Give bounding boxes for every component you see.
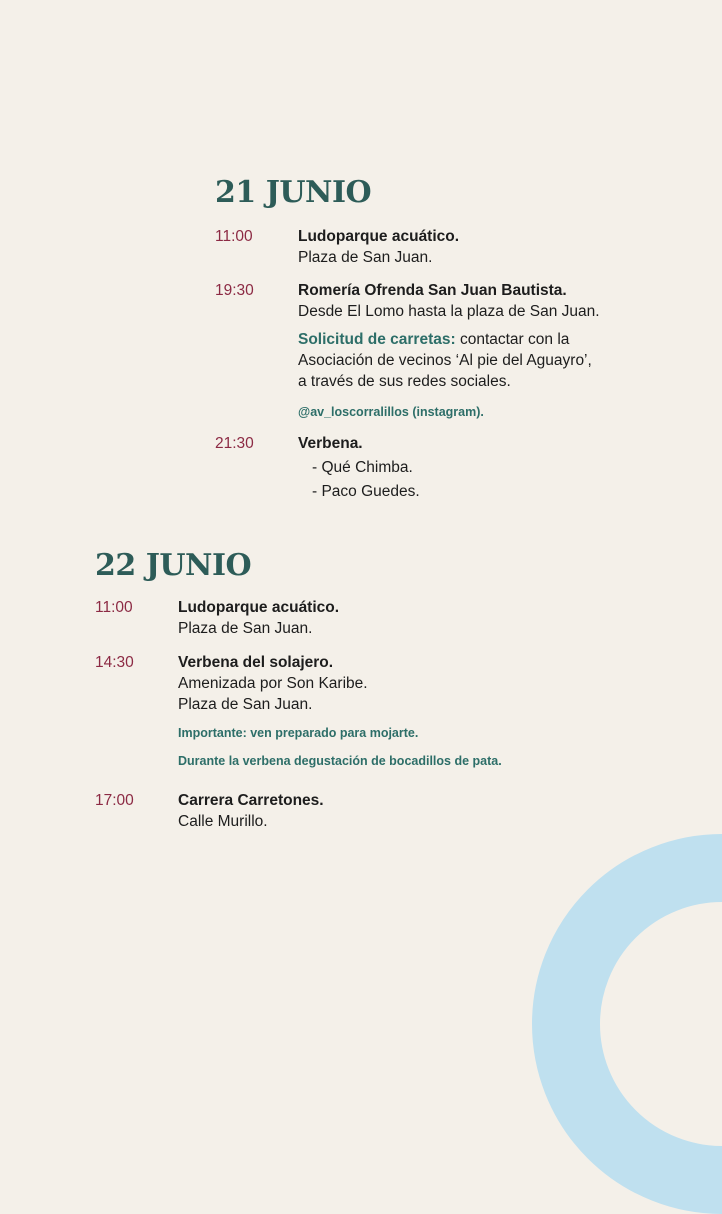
event-title: Romería Ofrenda San Juan Bautista.	[298, 282, 567, 299]
carretas-text-2: Asociación de vecinos ‘Al pie del Aguayro’,	[298, 352, 592, 369]
event-time: 21:30	[215, 435, 254, 452]
event-title: Ludoparque acuático.	[298, 228, 460, 245]
event-detail: Amenizada por Son Karibe.	[178, 675, 368, 692]
carretas-request	[298, 329, 628, 350]
event-location: Calle Murillo.	[178, 813, 268, 830]
day-title-22: 22 JUNIO	[95, 548, 252, 583]
performer-item: - Paco Guedes.	[312, 483, 420, 500]
event-title: Ludoparque acuático.	[178, 599, 340, 616]
carretas-text-3: a través de sus redes sociales.	[298, 373, 511, 390]
decorative-arc	[532, 834, 722, 1214]
event-time: 11:00	[215, 228, 253, 245]
event-title: Verbena del solajero.	[178, 654, 334, 671]
event-title: Verbena.	[298, 435, 363, 452]
event-location: Plaza de San Juan.	[178, 696, 313, 713]
carretas-text-1: contactar con la	[459, 331, 570, 348]
event-time: 14:30	[95, 654, 134, 671]
important-note: Importante: ven preparado para mojarte.	[178, 726, 419, 740]
day-title-21: 21 JUNIO	[215, 175, 372, 210]
event-location: Desde El Lomo hasta la plaza de San Juan.	[298, 303, 600, 320]
tasting-note: Durante la verbena degustación de bocadillos de pata.	[178, 754, 502, 768]
event-title: Carrera Carretones.	[178, 792, 324, 809]
event-time: 11:00	[95, 599, 133, 616]
instagram-handle: @av_loscorralillos (instagram).	[298, 405, 484, 419]
event-location: Plaza de San Juan.	[298, 249, 433, 266]
carretas-label: Solicitud de carretas:	[298, 331, 456, 348]
event-location: Plaza de San Juan.	[178, 620, 313, 637]
performer-item: - Qué Chimba.	[312, 459, 413, 476]
event-time: 17:00	[95, 792, 134, 809]
event-time: 19:30	[215, 282, 254, 299]
